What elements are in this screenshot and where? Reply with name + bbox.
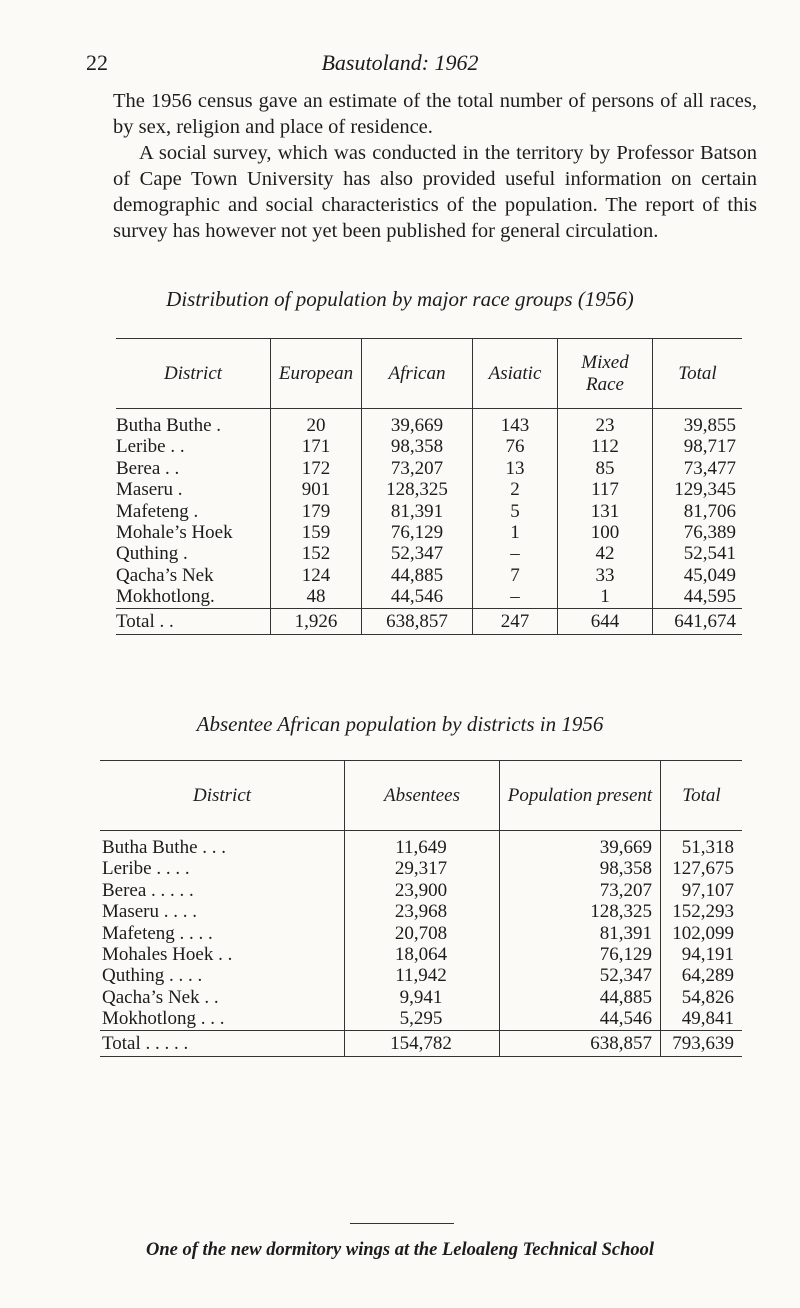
- value-cell: 128,325: [500, 901, 661, 922]
- district-cell: Mokhotlong . . .: [102, 1008, 225, 1030]
- table-row: [116, 501, 742, 522]
- table-row: [116, 409, 742, 437]
- paragraph: A social survey, which was conducted in the territory by Professor Batson of Cape Town University has also provided useful information on certain demographic and social characteristics of the population. The report of this survey has however not yet been published for general circulation.: [113, 142, 757, 242]
- value-cell: 5,295: [345, 1008, 500, 1030]
- table-row: [100, 1008, 742, 1030]
- total-cell: 638,857: [500, 1030, 661, 1056]
- value-cell: 45,049: [653, 565, 743, 586]
- column-header: District: [100, 761, 345, 831]
- value-cell: 98,358: [362, 436, 473, 457]
- district-cell: Leribe . . . .: [102, 858, 190, 880]
- total-cell: 638,857: [362, 608, 473, 634]
- value-cell: 152: [271, 543, 362, 564]
- table2-caption: Absentee African population by districts in 1956: [196, 712, 604, 736]
- value-cell: 100: [558, 522, 653, 543]
- table-row: [100, 923, 742, 944]
- district-cell: Butha Buthe . . .: [102, 837, 227, 858]
- value-cell: 85: [558, 458, 653, 479]
- column-header: Total: [653, 339, 743, 409]
- column-header: Population present: [500, 761, 661, 831]
- value-cell: 20: [271, 409, 362, 437]
- district-cell: Mohales Hoek . .: [102, 944, 233, 966]
- body-text: [113, 88, 757, 244]
- value-cell: 44,595: [653, 586, 743, 608]
- district-cell: Butha Buthe .: [116, 415, 222, 436]
- value-cell: 49,841: [661, 1008, 743, 1030]
- race-distribution-table: [116, 338, 742, 635]
- value-cell: 97,107: [661, 880, 743, 901]
- district-cell: Quthing .: [116, 543, 188, 565]
- value-cell: 18,064: [345, 944, 500, 965]
- district-cell: Maseru . . . .: [102, 901, 197, 923]
- value-cell: 9,941: [345, 987, 500, 1008]
- total-cell: 1,926: [271, 608, 362, 634]
- table-row: [100, 901, 742, 922]
- table-row: [100, 944, 742, 965]
- value-cell: 73,207: [362, 458, 473, 479]
- value-cell: 44,885: [500, 987, 661, 1008]
- value-cell: 44,546: [500, 1008, 661, 1030]
- value-cell: 48: [271, 586, 362, 608]
- value-cell: 81,391: [500, 923, 661, 944]
- total-row: [116, 608, 742, 634]
- total-cell: 641,674: [653, 608, 743, 634]
- table-row: [116, 565, 742, 586]
- value-cell: 171: [271, 436, 362, 457]
- value-cell: 98,717: [653, 436, 743, 457]
- total-row: [100, 1030, 742, 1056]
- value-cell: 33: [558, 565, 653, 586]
- table-row: [100, 965, 742, 986]
- value-cell: 52,541: [653, 543, 743, 564]
- value-cell: 124: [271, 565, 362, 586]
- total-cell: 793,639: [661, 1030, 743, 1056]
- table-row: [116, 436, 742, 457]
- value-cell: 76,129: [362, 522, 473, 543]
- table-header-row: [116, 339, 742, 409]
- column-header: European: [271, 339, 362, 409]
- value-cell: 73,477: [653, 458, 743, 479]
- page-number: 22: [86, 50, 108, 75]
- district-cell: Mokhotlong.: [116, 586, 215, 608]
- value-cell: 20,708: [345, 923, 500, 944]
- value-cell: 112: [558, 436, 653, 457]
- column-header: Absentees: [345, 761, 500, 831]
- value-cell: 81,391: [362, 501, 473, 522]
- value-cell: 152,293: [661, 901, 743, 922]
- table-row: [100, 831, 742, 859]
- district-cell: Quthing . . . .: [102, 965, 203, 987]
- value-cell: 81,706: [653, 501, 743, 522]
- value-cell: 23: [558, 409, 653, 437]
- running-title: Basutoland: 1962: [321, 50, 479, 75]
- district-cell: Berea . . . . .: [102, 879, 194, 901]
- total-cell: Total . .: [116, 608, 271, 634]
- divider: [350, 1223, 454, 1224]
- value-cell: 52,347: [500, 965, 661, 986]
- absentee-population-table: [100, 760, 742, 1057]
- value-cell: 39,669: [500, 831, 661, 859]
- value-cell: –: [473, 543, 558, 564]
- paragraph: The 1956 census gave an estimate of the total number of persons of all races, by sex, religion and place of residence.: [113, 90, 757, 138]
- value-cell: 179: [271, 501, 362, 522]
- table-row: [100, 858, 742, 879]
- value-cell: 39,669: [362, 409, 473, 437]
- column-header: Total: [661, 761, 743, 831]
- value-cell: 51,318: [661, 831, 743, 859]
- photo-caption: One of the new dormitory wings at the Leloaleng Technical School: [145, 1240, 655, 1260]
- value-cell: 52,347: [362, 543, 473, 564]
- district-cell: Maseru .: [116, 479, 183, 501]
- table-row: [116, 479, 742, 500]
- total-cell: Total . . . . .: [100, 1030, 345, 1056]
- table-row: [116, 586, 742, 608]
- value-cell: 29,317: [345, 858, 500, 879]
- value-cell: 73,207: [500, 880, 661, 901]
- value-cell: 44,885: [362, 565, 473, 586]
- table-row: [116, 543, 742, 564]
- value-cell: 76,389: [653, 522, 743, 543]
- value-cell: 1: [558, 586, 653, 608]
- district-cell: Qacha’s Nek . .: [102, 986, 219, 1008]
- value-cell: 131: [558, 501, 653, 522]
- value-cell: 13: [473, 458, 558, 479]
- total-cell: 644: [558, 608, 653, 634]
- value-cell: 159: [271, 522, 362, 543]
- value-cell: 94,191: [661, 944, 743, 965]
- value-cell: 7: [473, 565, 558, 586]
- table-row: [116, 458, 742, 479]
- district-cell: Berea . .: [116, 457, 180, 479]
- value-cell: 23,900: [345, 880, 500, 901]
- value-cell: 76,129: [500, 944, 661, 965]
- value-cell: 901: [271, 479, 362, 500]
- value-cell: 1: [473, 522, 558, 543]
- value-cell: 117: [558, 479, 653, 500]
- value-cell: 64,289: [661, 965, 743, 986]
- district-cell: Mafeteng .: [116, 500, 199, 522]
- value-cell: 143: [473, 409, 558, 437]
- value-cell: 98,358: [500, 858, 661, 879]
- value-cell: 76: [473, 436, 558, 457]
- column-header: District: [116, 339, 271, 409]
- value-cell: 128,325: [362, 479, 473, 500]
- value-cell: 5: [473, 501, 558, 522]
- total-cell: 154,782: [345, 1030, 500, 1056]
- value-cell: 129,345: [653, 479, 743, 500]
- table-row: [100, 987, 742, 1008]
- table-row: [100, 880, 742, 901]
- district-cell: Leribe . .: [116, 436, 185, 458]
- column-header: Mixed Race: [558, 339, 653, 409]
- value-cell: 23,968: [345, 901, 500, 922]
- page-header: [0, 50, 800, 82]
- value-cell: –: [473, 586, 558, 608]
- value-cell: 42: [558, 543, 653, 564]
- value-cell: 102,099: [661, 923, 743, 944]
- table-row: [116, 522, 742, 543]
- district-cell: Qacha’s Nek: [116, 564, 214, 586]
- value-cell: 172: [271, 458, 362, 479]
- district-cell: Mohale’s Hoek: [116, 522, 233, 544]
- column-header: African: [362, 339, 473, 409]
- value-cell: 54,826: [661, 987, 743, 1008]
- table1-caption: Distribution of population by major race groups (1956): [166, 287, 634, 311]
- value-cell: 39,855: [653, 409, 743, 437]
- value-cell: 2: [473, 479, 558, 500]
- value-cell: 11,649: [345, 831, 500, 859]
- table-header-row: [100, 761, 742, 831]
- column-header: Asiatic: [473, 339, 558, 409]
- value-cell: 11,942: [345, 965, 500, 986]
- total-cell: 247: [473, 608, 558, 634]
- district-cell: Mafeteng . . . .: [102, 922, 213, 944]
- value-cell: 44,546: [362, 586, 473, 608]
- value-cell: 127,675: [661, 858, 743, 879]
